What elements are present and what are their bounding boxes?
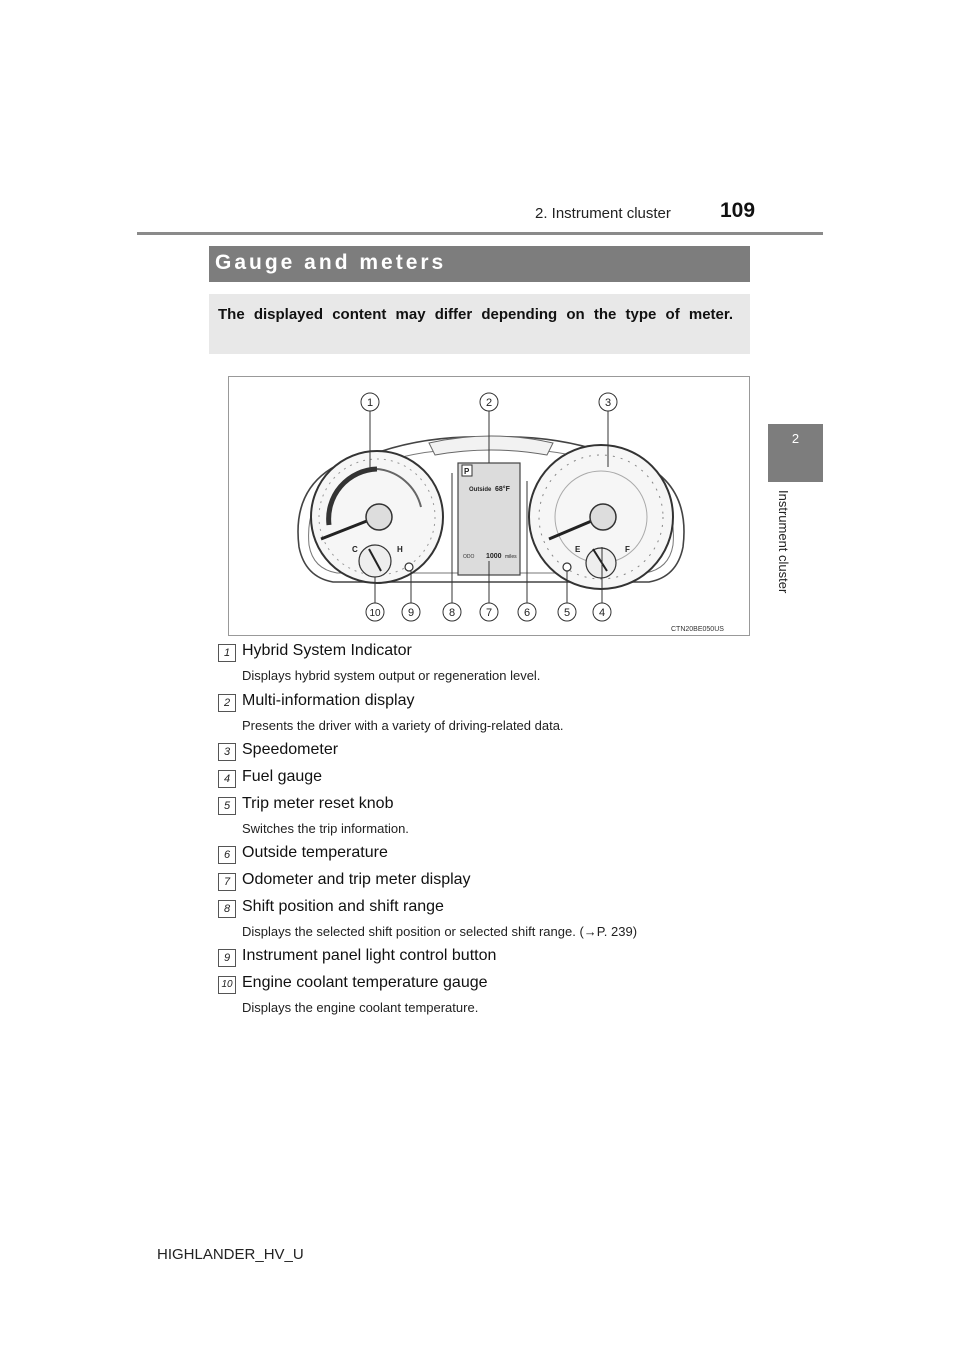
legend-number: 9 — [218, 949, 236, 967]
legend-label: Multi-information display — [242, 692, 415, 709]
odometer-unit: miles — [505, 554, 517, 560]
callout-6: 6 — [523, 607, 531, 619]
panel-light-control-button[interactable] — [405, 563, 413, 571]
header-rule — [137, 232, 823, 235]
legend-description: Displays the selected shift position or selected shift range. (→P. 239) — [242, 924, 638, 939]
fuel-empty-mark: E — [575, 545, 581, 554]
outside-temp-value: 68°F — [495, 486, 510, 493]
legend-description: Displays hybrid system output or regeneration level. — [242, 668, 541, 683]
legend-description: Switches the trip information. — [242, 821, 409, 836]
legend-label: Speedometer — [242, 741, 339, 758]
speedometer-hub — [590, 504, 616, 530]
intro-text: The displayed content may differ depending on the type of meter. — [218, 306, 734, 323]
callout-1: 1 — [366, 397, 374, 409]
legend-description: Presents the driver with a variety of driving-related data. — [242, 718, 564, 733]
legend-number: 1 — [218, 644, 236, 662]
coolant-cold-mark: C — [352, 545, 358, 554]
callout-7: 7 — [485, 607, 493, 619]
callout-3: 3 — [604, 397, 612, 409]
outside-temp-label: Outside — [469, 487, 492, 493]
legend-label: Fuel gauge — [242, 768, 323, 785]
page-number: 109 — [720, 199, 756, 222]
legend-number: 8 — [218, 900, 236, 918]
legend-number: 6 — [218, 846, 236, 864]
legend-number: 10 — [218, 976, 236, 994]
callout-8: 8 — [448, 607, 456, 619]
legend-label: Instrument panel light control button — [242, 947, 497, 964]
callout-9: 9 — [407, 607, 415, 619]
instrument-cluster-figure — [228, 376, 750, 636]
legend-label: Outside temperature — [242, 844, 388, 861]
callout-4: 4 — [598, 607, 606, 619]
chapter-tab-label: Instrument cluster — [776, 490, 791, 594]
legend-label: Odometer and trip meter display — [242, 871, 471, 888]
legend-label: Shift position and shift range — [242, 898, 444, 915]
trip-meter-reset-knob[interactable] — [563, 563, 571, 571]
shift-position-indicator: P — [464, 467, 470, 476]
left-dial-hub — [366, 504, 392, 530]
chapter-tab: 2 — [768, 424, 823, 482]
coolant-hot-mark: H — [397, 545, 403, 554]
callout-2: 2 — [485, 397, 493, 409]
callout-5: 5 — [563, 607, 571, 619]
instrument-cluster-illustration — [229, 377, 751, 637]
legend-number: 5 — [218, 797, 236, 815]
legend-number: 7 — [218, 873, 236, 891]
figure-code: CTN20BE050US — [671, 626, 724, 633]
footer-model-code: HIGHLANDER_HV_U — [157, 1246, 304, 1263]
section-title: Gauge and meters — [215, 251, 447, 274]
legend-description: Displays the engine coolant temperature. — [242, 1000, 479, 1015]
odometer-value: 1000 — [486, 553, 502, 560]
callout-10: 10 — [369, 608, 381, 619]
legend-label: Engine coolant temperature gauge — [242, 974, 488, 991]
running-header-section: 2. Instrument cluster — [535, 205, 671, 222]
legend-label: Hybrid System Indicator — [242, 642, 412, 659]
odometer-label: ODO — [463, 554, 475, 560]
legend-label: Trip meter reset knob — [242, 795, 394, 812]
legend-number: 4 — [218, 770, 236, 788]
fuel-full-mark: F — [625, 545, 630, 554]
legend-number: 3 — [218, 743, 236, 761]
legend-number: 2 — [218, 694, 236, 712]
